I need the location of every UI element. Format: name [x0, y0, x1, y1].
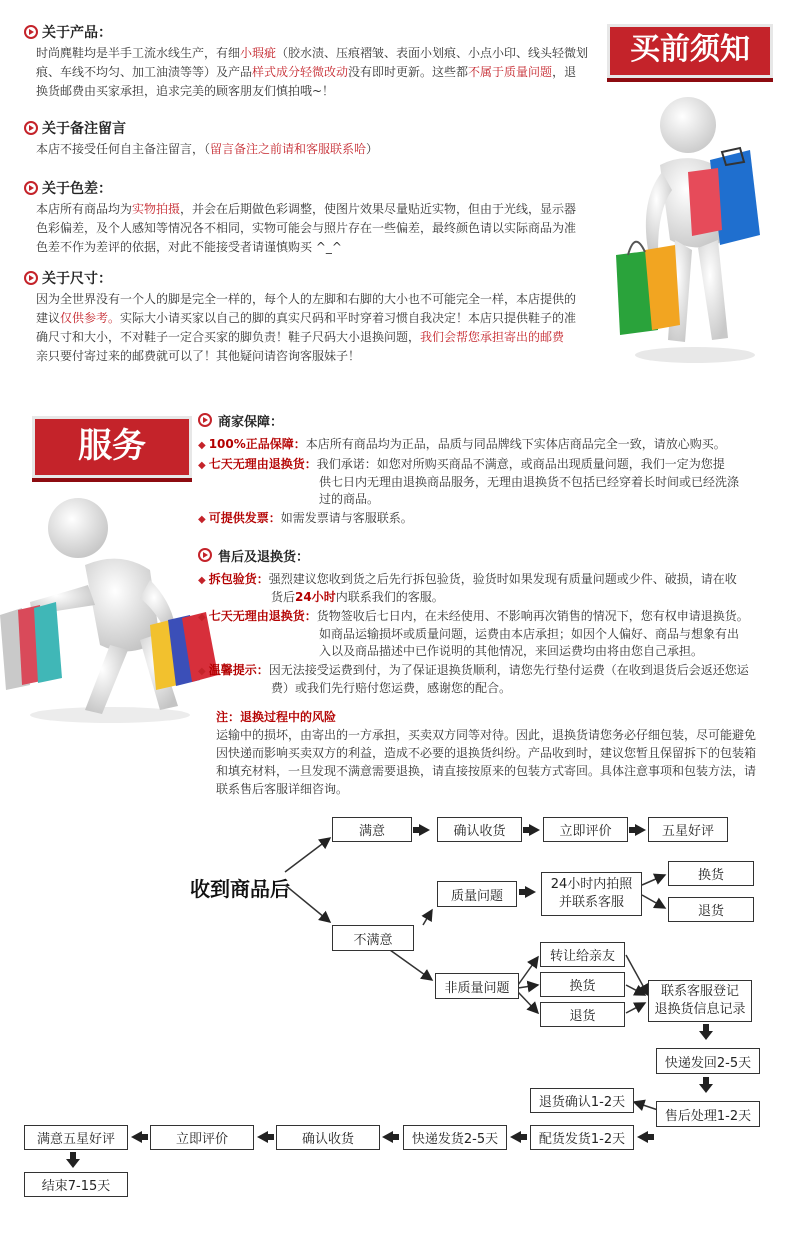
text-segment: 时尚麂鞋均是半手工流水线生产，有细: [36, 46, 241, 60]
flow-register: [648, 980, 752, 1022]
flow-express-send: 快递发货2-5天: [403, 1125, 507, 1150]
text-segment: 色差不作为差评的依据，对此不能接受者请谨慎购买 ^_^: [36, 240, 342, 254]
text-segment: 建议: [36, 311, 61, 325]
diamond-bullet-icon: ◆: [198, 440, 206, 451]
text-segment: 货后: [271, 590, 296, 604]
flow-after-sale-process: 售后处理1-2天: [656, 1101, 760, 1127]
flow-register-line1: 联系客服登记: [660, 984, 739, 999]
note-line: 和填充材料，一旦发现不满意需要退换，请直接按原来的包装方式寄回。具体注意事项和包装方法，请: [216, 764, 757, 778]
highlight-text: 仅供参考。: [60, 311, 121, 325]
item-label: 拆包验货：: [208, 572, 269, 586]
diamond-bullet-icon: ◆: [198, 575, 206, 586]
flow-end: 结束7-15天: [24, 1172, 128, 1197]
text-segment: 内联系我们的客服。: [335, 590, 444, 604]
section-title: 关于备注留言: [42, 121, 126, 137]
section-title: 关于色差：: [42, 181, 112, 197]
flow-return-non-quality: 退货: [540, 1002, 625, 1027]
highlight-text: 实物拍摄: [132, 202, 181, 216]
diamond-bullet-icon: ◆: [198, 666, 206, 677]
flow-transfer-friend: 转让给亲友: [540, 942, 625, 967]
item-label: 可提供发票：: [208, 511, 281, 525]
highlight-text: 不属于质量问题: [468, 65, 553, 79]
item-label: 七天无理由退换货：: [208, 609, 317, 623]
section-title: 商家保障：: [218, 415, 284, 430]
item-text: 本店所有商品均为正品，品质与同品牌线下实体店商品完全一致，请放心购买。: [305, 437, 726, 451]
item-label: 温馨提示：: [208, 663, 269, 677]
text-segment: ，退: [552, 65, 577, 79]
flow-exchange-non-quality: 换货: [540, 972, 625, 997]
text-segment: 实际大小请买家以自己的脚的真实尺码和平时穿着习惯自我决定！本店只提供鞋子的准: [120, 311, 577, 325]
note-line: 联系售后客服详细咨询。: [216, 782, 349, 796]
text-segment: 本店不接受任何自主备注留言，（: [36, 142, 211, 156]
flow-five-star: 五星好评: [648, 817, 728, 842]
text-segment: 确尺寸和大小，不对鞋子一定合买家的脚负责！鞋子尺码大小退换问题，: [36, 330, 421, 344]
flow-return-quality: 退货: [668, 897, 754, 922]
flow-photo-contact-line2: 并联系客服: [558, 895, 624, 910]
text-segment: ，并会在后期做色彩调整，使图片效果尽量贴近实物，但由于光线，显示器: [180, 202, 577, 216]
diamond-bullet-icon: ◆: [198, 514, 206, 525]
item-label: 七天无理由退换货：: [208, 457, 317, 471]
section-title: 关于产品：: [42, 25, 112, 41]
note-line: 因快递而影响买卖双方的利益，造成不必要的退换货纠纷。产品收到时，建议您暂且保留拆下的包装箱: [216, 746, 757, 760]
item-text: 因无法接受运费到付，为了保证退换货顺利，请您先行垫付运费（在收到退货后会返还您运: [268, 663, 749, 677]
note-line: 运输中的损坏，由寄出的一方承担，买卖双方同等对待。因此，退换货请您务必仔细包装，尽可能避免: [216, 728, 757, 742]
flow-satisfied: 满意: [332, 817, 412, 842]
service-banner-text: 服务: [78, 426, 146, 466]
text-segment: 因为全世界没有一个人的脚是完全一样的，每个人的左脚和右脚的大小也不可能完全一样，本店提供的: [36, 292, 577, 306]
flow-unsatisfied: 不满意: [332, 925, 414, 951]
flow-photo-contact: [541, 872, 642, 916]
flow-confirm-receipt-2: 确认收货: [276, 1125, 380, 1150]
before-buy-banner-text: 买前须知: [630, 32, 750, 67]
flow-exchange-quality: 换货: [668, 861, 754, 886]
item-continuation: 过的商品。: [319, 492, 380, 506]
text-segment: 痕、车线不均匀、加工油渍等等）及产品: [36, 65, 253, 79]
item-label: 100%正品保障：: [208, 437, 306, 451]
item-continuation: 入以及商品描述中已作说明的其他情况，来回运费均由将由您自己承担。: [319, 644, 704, 658]
flow-register-line2: 退换货信息记录: [654, 1002, 746, 1017]
diamond-bullet-icon: ◆: [198, 612, 206, 623]
highlight-text: 我们会帮您承担寄出的邮费: [420, 330, 565, 344]
note-title: 注：退换过程中的风险: [216, 710, 337, 724]
diamond-bullet-icon: ◆: [198, 460, 206, 471]
flow-start-label: 收到商品后: [190, 877, 290, 901]
flow-confirm-receipt: 确认收货: [437, 817, 522, 842]
item-text: 如需发票请与客服联系。: [280, 511, 413, 525]
flow-photo-contact-line1: 24小时内拍照: [550, 877, 633, 892]
item-text: 货物签收后七日内，在未经使用、不影响再次销售的情况下，您有权申请退换货。: [316, 609, 749, 623]
highlight-text: 样式成分轻微改动: [252, 65, 349, 79]
text-segment: 色彩偏差，及个人感知等情况各不相同，实物可能会与照片存在一些偏差，最终颜色请以实际商品为准: [36, 221, 577, 235]
section-title: 售后及退换货：: [218, 550, 310, 565]
flow-quality-issue: 质量问题: [437, 881, 517, 907]
flow-review-now-2: 立即评价: [150, 1125, 254, 1150]
flow-return-confirm: 退货确认1-2天: [530, 1088, 634, 1113]
text-segment: 亲只要付寄过来的邮费就可以了！其他疑问请咨询客服妹子！: [36, 349, 361, 363]
flow-satisfied-five-star: 满意五星好评: [24, 1125, 128, 1150]
text-segment: （胶水渍、压痕褶皱、表面小划痕、小点小印、线头轻微划: [276, 46, 589, 60]
item-continuation: 供七日内无理由退换商品服务，无理由退换货不包括已经穿着长时间或已经洗涤: [319, 475, 740, 489]
text-segment: 本店所有商品均为: [36, 202, 133, 216]
text-segment: 没有即时更新。这些都: [348, 65, 469, 79]
highlight-text: 24小时: [295, 590, 336, 604]
item-continuation: 如商品运输损坏或质量问题，运费由本店承担；如因个人偏好、商品与想象有出: [319, 627, 740, 641]
item-text: 我们承诺：如您对所购买商品不满意，或商品出现质量问题，我们一定为您提: [316, 457, 725, 471]
section-title: 关于尺寸：: [42, 271, 112, 287]
flow-ship-out: 配货发货1-2天: [530, 1125, 634, 1150]
item-text: 强烈建议您收到货之后先行拆包验货，验货时如果发现有质量问题或少件、破损，请在收: [268, 572, 737, 586]
highlight-text: 留言备注之前请和客服联系哈: [210, 142, 367, 156]
highlight-text: 小瑕疵: [240, 46, 277, 60]
text-segment: 换货邮费由买家承担，追求完美的顾客朋友们慎拍哦~！: [36, 84, 335, 98]
flow-review-now: 立即评价: [543, 817, 628, 842]
text-segment: ）: [366, 142, 379, 156]
item-continuation: 费）或我们先行赔付您运费，感谢您的配合。: [271, 681, 512, 695]
flow-express-back: 快递发回2-5天: [656, 1048, 760, 1074]
flow-non-quality: 非质量问题: [435, 973, 519, 999]
